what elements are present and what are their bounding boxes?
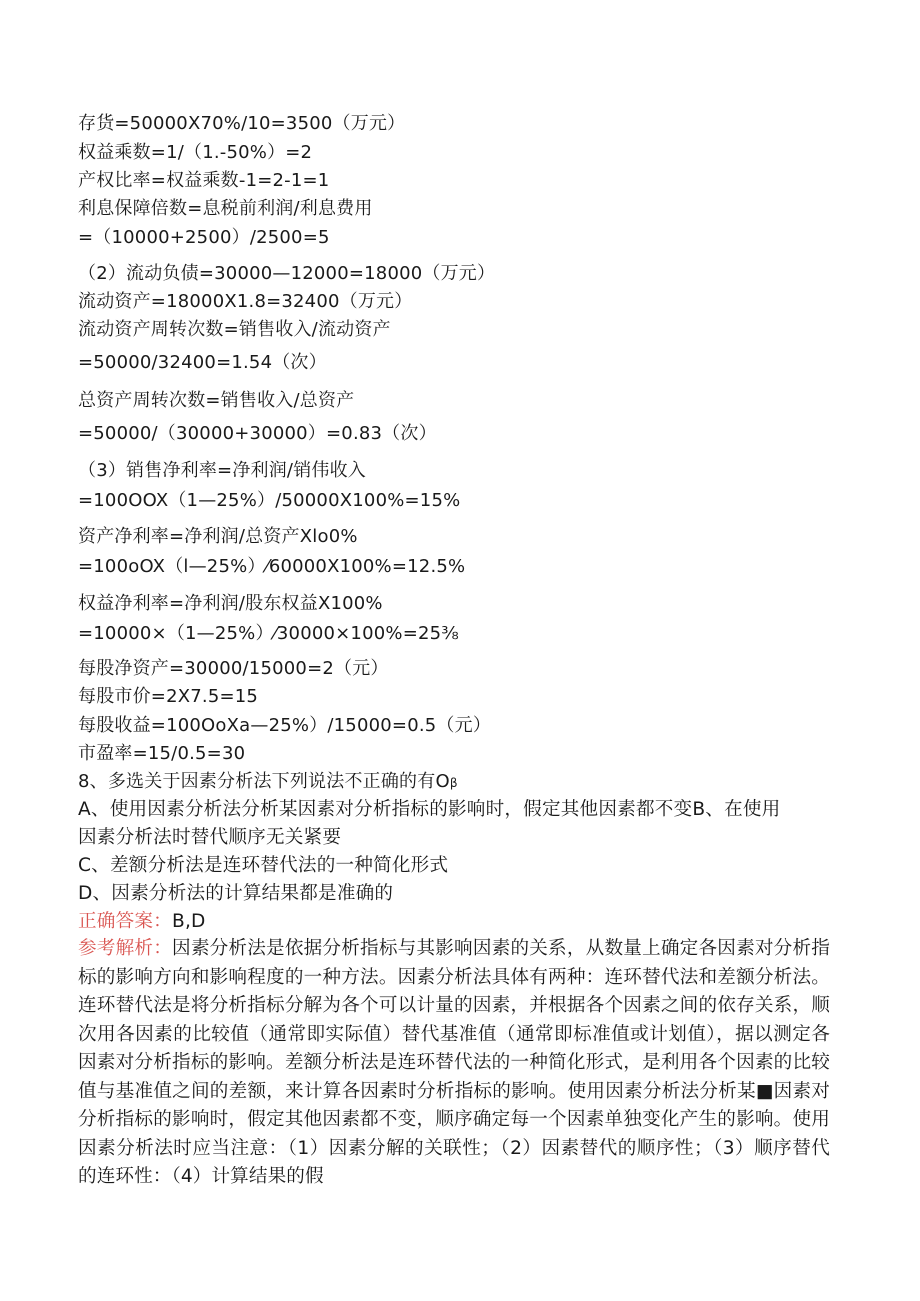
option-a-b: A、使用因素分析法分析某因素对分析指标的影响时，假定其他因素都不变B、在使用	[78, 799, 781, 820]
calc-net-profit-margin: （3）销售净利率=净利润/销伟收入	[78, 460, 366, 481]
analysis-label: 参考解析：	[78, 938, 173, 959]
calc-current-asset-turnover-result: =50000/32400=1.54（次）	[78, 352, 327, 373]
calc-earnings-per-share: 每股收益=100OoXa—25%）/15000=0.5（元）	[78, 715, 492, 736]
option-c: C、差额分析法是连环替代法的一种简化形式	[78, 855, 449, 876]
calc-current-assets: 流动资产=18000X1.8=32400（万元）	[78, 291, 413, 312]
option-d: D、因素分析法的计算结果都是准确的	[78, 883, 394, 904]
analysis-paragraph	[78, 935, 830, 1192]
calc-return-on-assets: 资产净利率=净利润/总资产Xlo0%	[78, 526, 358, 547]
option-b-cont: 因素分析法时替代顺序无关紧要	[78, 827, 342, 848]
calc-book-value-per-share: 每股净资产=30000/15000=2（元）	[78, 658, 389, 679]
calc-market-price-per-share: 每股市价=2X7.5=15	[78, 686, 259, 707]
calc-interest-coverage: 利息保障倍数=息税前利润/利息费用	[78, 198, 373, 219]
calc-pe-ratio: 市盈率=15/0.5=30	[78, 743, 246, 764]
question-stem	[78, 770, 458, 795]
answer-line	[78, 910, 206, 934]
calc-current-liabilities: （2）流动负债=30000—12000=18000（万元）	[78, 263, 496, 284]
analysis-text: 因素分析法是依据分析指标与其影响因素的关系，从数量上确定各因素对分析指标的影响方向和影响程度的一种方法。因素分析法具体有两种：连环替代法和差额分析法。连环替代法是将分析指标分解为各个可以计量的因素，并根据各个因素之间的依存关系，顺次用各因素的比较值（通常即实际值）替代基准值（通常即标准值或计划值），据以测定各因素对分析指标的影响。差额分析法是连环替代法的一种简化形式，是利用各个因素的比较值与基准值之间的差额，来计算各因素时分析指标的影响。使用因素分析法分析某■因素对分析指标的影响时，假定其他因素都不变，顺序确定每一个因素单独变化产生的影响。使用因素分析法时应当注意：（1）因素分解的关联性；（2）因素替代的顺序性；（3）顺序替代的连环性：（4）计算结果的假	[78, 938, 830, 1187]
calc-return-on-equity: 权益净利率=净利润/股东权益X100%	[78, 593, 383, 614]
calc-current-asset-turnover: 流动资产周转次数=销售收入/流动资产	[78, 319, 391, 340]
calc-net-profit-margin-result: =100OOX（1—25%）/50000X100%=15%	[78, 490, 461, 511]
answer-value: B,D	[171, 911, 206, 932]
calc-equity-ratio: 产权比率=权益乘数-1=2-1=1	[78, 170, 330, 191]
calc-equity-multiplier: 权益乘数=1/（1.-50%）=2	[78, 142, 313, 163]
calc-interest-coverage-result: =（10000+2500）/2500=5	[78, 227, 330, 248]
calc-total-asset-turnover: 总资产周转次数=销售收入/总资产	[78, 390, 355, 411]
calc-return-on-equity-result: =10000×（1—25%）⁄30000×100%=25⅜	[78, 623, 459, 644]
calc-total-asset-turnover-result: =50000/（30000+30000）=0.83（次）	[78, 423, 437, 444]
calc-inventory: 存货=50000X70%/10=3500（万元）	[78, 113, 406, 134]
question-stem-tail: β	[449, 776, 458, 790]
answer-label: 正确答案：	[78, 911, 172, 932]
calc-return-on-assets-result: =100oOX（l—25%）⁄60000X100%=12.5%	[78, 556, 466, 577]
question-stem-text: 8、多选关于因素分析法下列说法不正确的有O	[78, 771, 450, 792]
